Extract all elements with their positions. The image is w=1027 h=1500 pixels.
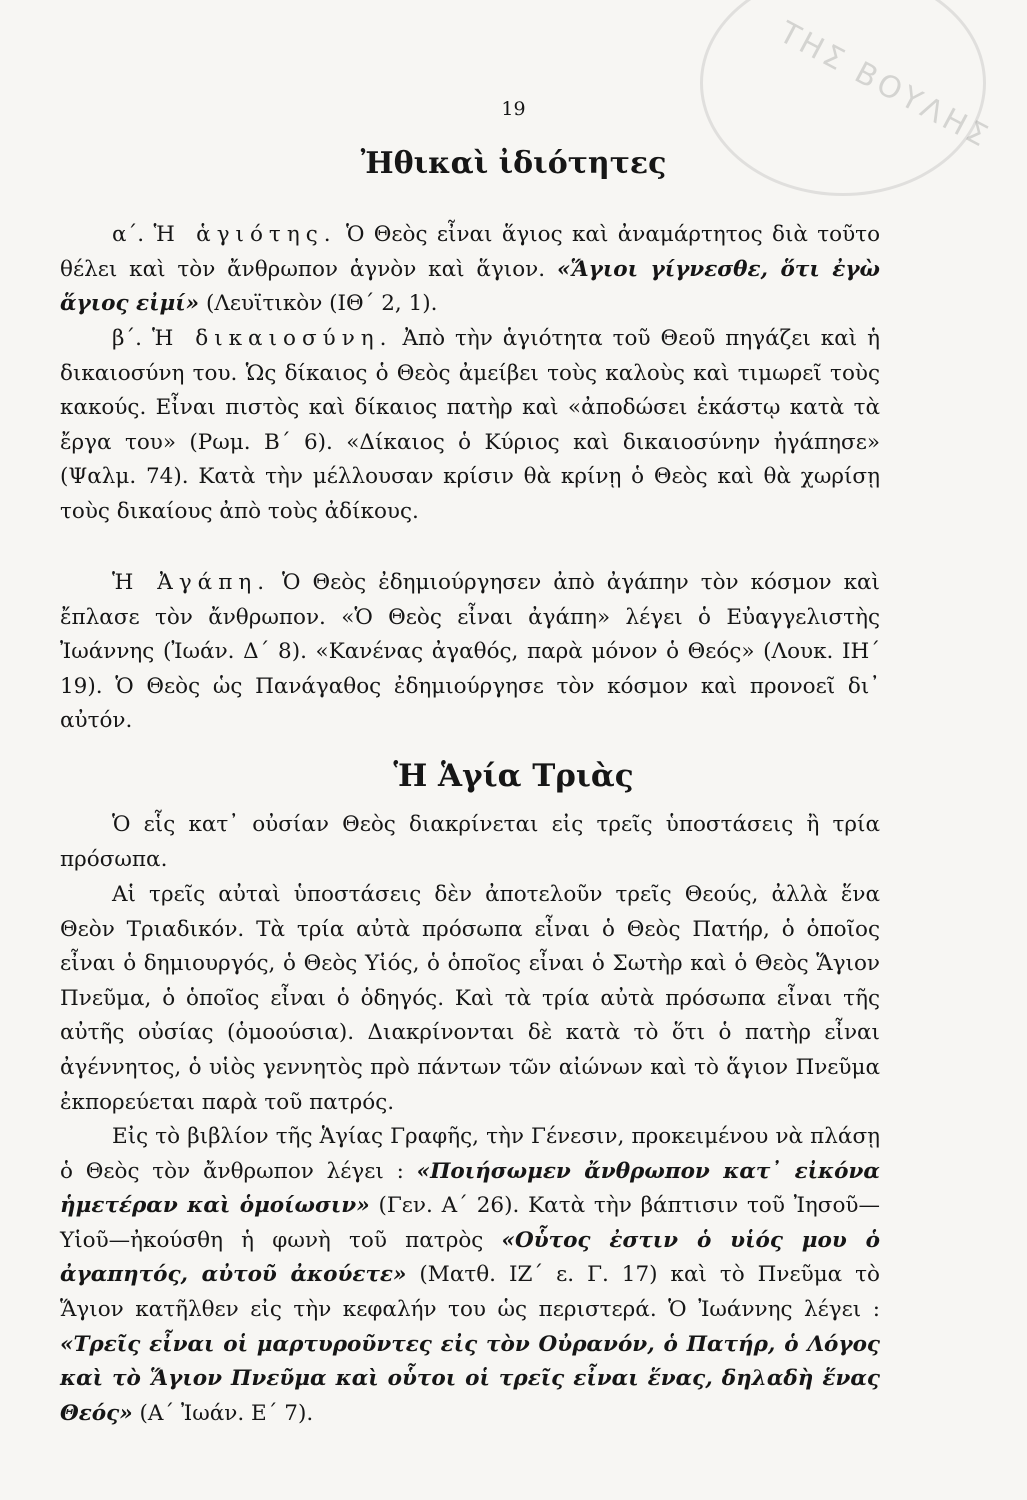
scripture-quote: «Τρεῖς εἶναι οἱ μαρτυροῦντες εἰς τὸν Οὐρανόν, ὁ Πατήρ, ὁ Λόγος καὶ τὸ Ἅγιον Πνεῦμα καὶ οὗτοι οἱ τρεῖς εἶναι ἕνας, δηλαδὴ ἕνας Θεός» bbox=[60, 1331, 880, 1426]
paragraph-text: Ἀπὸ τὴν ἁγιότητα τοῦ Θεοῦ πηγάζει καὶ ἡ δικαιοσύνη του. Ὡς δίκαιος ὁ Θεὸς ἀμείβει τοὺς καλοὺς καὶ τιμωρεῖ τοὺς κακούς. Εἶναι πιστὸς καὶ δίκαιος πατὴρ καὶ «ἀποδώσει ἑκάστῳ κατὰ τὰ ἔργα του» (Ρωμ. Β΄ 6). «Δίκαιος ὁ Κύριος καὶ δικαιοσύνην ἠγάπησε» (Ψαλμ. 74). Κατὰ τὴν μέλλουσαν κρίσιν θὰ κρίνῃ ὁ Θεὸς καὶ θὰ χωρίσῃ τοὺς δικαίους ἀπὸ τοὺς ἀδίκους. bbox=[60, 326, 880, 524]
term-holiness: Ἡ ἁγιότης. bbox=[153, 222, 337, 247]
paragraph-scripture-evidence bbox=[60, 1120, 880, 1431]
paragraph-text: Εἰς τὸ βιβλίον τῆς Ἁγίας Γραφῆς, τὴν Γένεσιν, προκειμένου νὰ πλάσῃ ὁ Θεὸς τὸν ἄνθρωπον λέγει : bbox=[60, 1124, 880, 1184]
scripture-quote: «Οὗτος ἐστιν ὁ υἱός μου ὁ ἀγαπητός, αὐτοῦ ἀκούετε» bbox=[60, 1227, 880, 1288]
paragraph-holiness bbox=[60, 218, 880, 322]
term-justice: Ἡ δικαιοσύνη. bbox=[151, 326, 393, 351]
paragraph-trinity-intro: Ὁ εἷς κατ᾽ οὐσίαν Θεὸς διακρίνεται εἰς τρεῖς ὑποστάσεις ἢ τρία πρόσωπα. bbox=[60, 812, 880, 872]
paragraph-love bbox=[60, 566, 880, 739]
heading-ethical-properties: Ἠθικαὶ ἰδιότητες bbox=[360, 146, 667, 181]
page-number: 19 bbox=[501, 98, 526, 120]
paragraph-justice bbox=[60, 322, 880, 530]
term-love: Ἡ Ἀγάπη. bbox=[112, 570, 271, 595]
scripture-quote: «Ἅγιοι γίγνεσθε, ὅτι ἐγὼ ἅγιος εἰμί» bbox=[60, 256, 880, 317]
paragraph-text: (Ματθ. ΙΖ΄ ε. Γ. 17) καὶ τὸ Πνεῦμα τὸ Ἅγιον κατῆλθεν εἰς τὴν κεφαλήν του ὡς περιστερά. Ὁ Ἰωάννης λέγει : bbox=[60, 1262, 881, 1322]
stamp-lettering: ΤΗΣ ΒΟΥΛΗΣ bbox=[773, 15, 997, 156]
scripture-reference: (Λευϊτικὸν (ΙΘ΄ 2, 1). bbox=[205, 291, 438, 317]
paragraph-three-persons: Αἱ τρεῖς αὐταὶ ὑποστάσεις δὲν ἀποτελοῦν τρεῖς Θεούς, ἀλλὰ ἕνα Θεὸν Τριαδικόν. Τὰ τρία αὐτὰ πρόσωπα εἶναι ὁ Θεὸς Πατήρ, ὁ ὁποῖος εἶναι ὁ δημιουργός, ὁ Θεὸς Υἱός, ὁ ὁποῖος εἶναι ὁ Σωτὴρ καὶ ὁ Θεὸς Ἅγιον Πνεῦμα, ὁ ὁποῖος εἶναι ὁ ὁδηγός. Καὶ τὰ τρία αὐτὰ πρόσωπα εἶναι τῆς αὐτῆς οὐσίας (ὁμοούσια). Διακρίνονται δὲ κατὰ τὸ ὅτι ὁ πατὴρ εἶναι ἀγέννητος, ὁ υἱὸς γεννητὸς πρὸ πάντων τῶν αἰώνων καὶ τὸ ἅγιον Πνεῦμα ἐκπορεύεται παρὰ τοῦ πατρός. bbox=[60, 882, 880, 1115]
paragraph-text: Ὁ Θεὸς εἶναι ἅγιος καὶ ἀναμάρτητος διὰ τοῦτο θέλει καὶ τὸν ἄνθρωπον ἁγνὸν καὶ ἅγιον. bbox=[60, 222, 881, 282]
scripture-quote: «Ποιήσωμεν ἄνθρωπον κατ᾽ εἰκόνα ἡμετέραν καὶ ὁμοίωσιν» bbox=[60, 1158, 880, 1219]
paragraph-text: Ὁ Θεὸς ἐδημιούργησεν ἀπὸ ἀγάπην τὸν κόσμον καὶ ἔπλασε τὸν ἄνθρωπον. «Ὁ Θεὸς εἶναι ἀγάπη» λέγει ὁ Εὐαγγελιστὴς Ἰωάννης (Ἰωάν. Δ΄ 8). «Κανένας ἀγαθός, παρὰ μόνον ὁ Θεός» (Λουκ. ΙΗ΄ 19). Ὁ Θεὸς ὡς Πανάγαθος ἐδημιούργησε τὸν κόσμον καὶ προνοεῖ δι᾽ αὐτόν. bbox=[60, 570, 880, 734]
scripture-reference: (Α΄ Ἰωάν. Ε΄ 7). bbox=[139, 1400, 314, 1426]
paragraph-text: (Γεν. Α΄ 26). Κατὰ τὴν βάπτισιν τοῦ Ἰησοῦ—Υἱοῦ—ἠκούσθη ἡ φωνὴ τοῦ πατρὸς bbox=[60, 1193, 880, 1253]
list-marker: α΄. bbox=[112, 222, 145, 247]
heading-holy-trinity: Ἡ Ἁγία Τριὰς bbox=[393, 758, 634, 794]
list-marker: β΄. bbox=[112, 326, 143, 351]
